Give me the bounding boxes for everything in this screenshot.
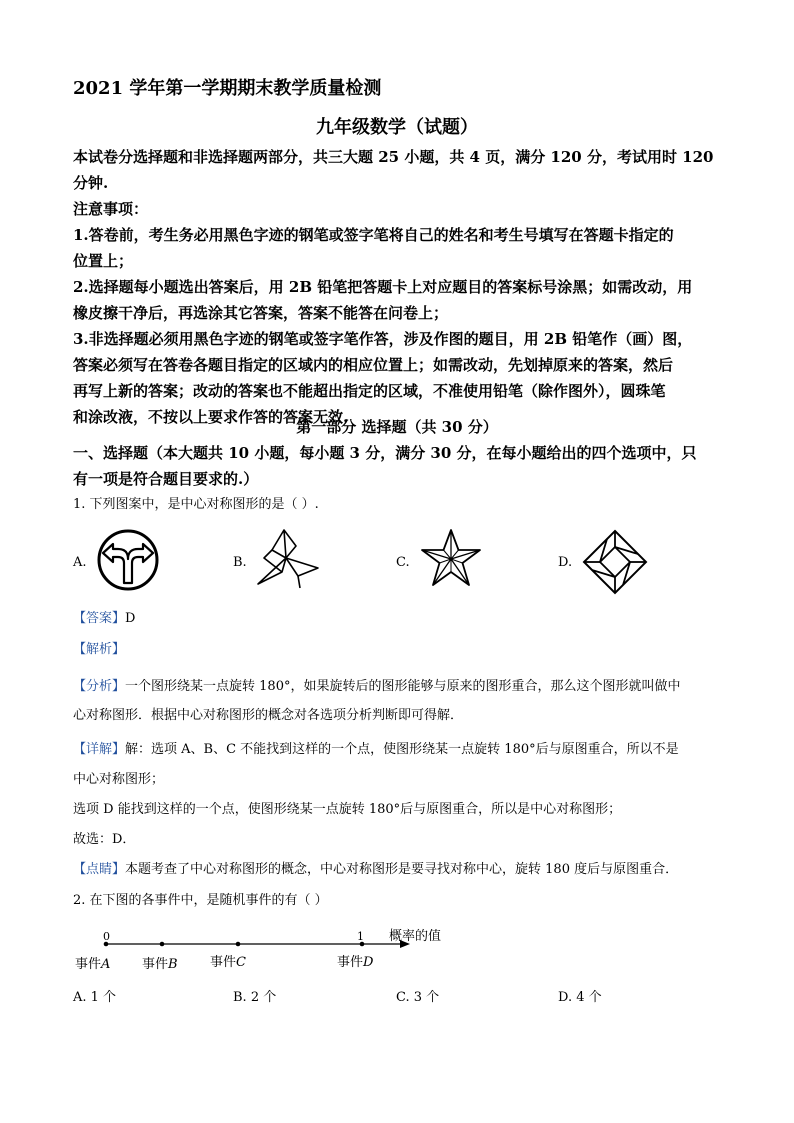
- xiangjie-line: 故选：D．: [73, 832, 136, 847]
- q1-dianjing: [73, 860, 678, 880]
- q1-option-b-label: B.: [233, 555, 247, 570]
- notice-line: 位置上；: [73, 252, 134, 270]
- q1-fenxi: [73, 672, 733, 730]
- q2-stem: 2. 在下图的各事件中，是随机事件的有（ ）: [73, 893, 328, 908]
- notice-line: 1.答卷前，考生务必用黑色字迹的钢笔或签字笔将自己的姓名和考生号填写在答题卡指定的: [73, 226, 674, 244]
- section-heading-line: 有一项是符合题目要求的.）: [73, 470, 259, 488]
- q1-answer: [73, 609, 135, 629]
- q2-option-d: D. 4 个: [558, 990, 602, 1005]
- axis-label: 概率的值: [389, 929, 442, 944]
- intro-line: 分钟.: [73, 174, 109, 192]
- q1-option-d-label: D.: [558, 555, 573, 570]
- xiangjie-tag: 【详解】: [73, 742, 126, 757]
- fenxi-tag: 【分析】: [73, 679, 126, 694]
- event-word: 事件: [142, 957, 169, 972]
- event-word: 事件: [75, 957, 102, 972]
- q1-analysis-tag: 【解析】: [73, 642, 126, 657]
- intro-block: [73, 144, 723, 430]
- event-var: A: [101, 957, 111, 972]
- event-word: 事件: [210, 955, 237, 970]
- q2-option-a: A. 1 个: [73, 990, 117, 1005]
- event-c-label: [210, 951, 246, 970]
- notice-line: 橡皮擦干净后，再选涂其它答案，答案不能答在问卷上；: [73, 304, 449, 322]
- q2-option-c: C. 3 个: [396, 990, 440, 1005]
- event-b-label: [142, 953, 178, 972]
- q1-option-d-figure: [583, 530, 647, 594]
- event-a-label: [75, 953, 110, 972]
- section-heading: [73, 440, 723, 492]
- tick-label-1: 1: [357, 930, 364, 943]
- event-word: 事件: [337, 955, 364, 970]
- q2-option-b: B. 2 个: [233, 990, 277, 1005]
- notice-line: 答案必须写在答卷各题目指定的区域内的相应位置上；如需改动，先划掉原来的答案，然后: [73, 356, 674, 374]
- notice-line: 2.选择题每小题选出答案后，用 2B 铅笔把答题卡上对应题目的答案标号涂黑；如需改动，用: [73, 278, 693, 296]
- notice-line: 和涂改液，不按以上要求作答的答案无效.: [73, 408, 349, 426]
- section-heading-line: 一、选择题（本大题共 10 小题，每小题 3 分，满分 30 分，在每小题给出的四个选项中，只: [73, 444, 697, 462]
- exam-title: 2021 学年第一学期期末教学质量检测: [73, 78, 382, 99]
- xiangjie-line: 中心对称图形；: [73, 772, 165, 787]
- fenxi-text: 一个图形绕某一点旋转 180°，如果旋转后的图形能够与原来的图形重合，那么这个图形就叫做中: [125, 679, 681, 694]
- q1-option-a-figure: [97, 529, 159, 591]
- exam-subtitle: 九年级数学（试题）: [316, 117, 478, 138]
- fenxi-line: [73, 672, 733, 701]
- notice-heading: 注意事项：: [73, 200, 149, 218]
- xiangjie-line: 选项 D 能找到这样的一个点，使图形绕某一点旋转 180°后与原图重合，所以是中心对称图形；: [73, 802, 622, 817]
- notice-line: 再写上新的答案；改动的答案也不能超出指定的区域，不准使用铅笔（除作图外），圆珠笔: [73, 382, 666, 400]
- q1-option-a-label: A.: [73, 555, 87, 570]
- part-title: 第一部分 选择题（共 30 分）: [296, 418, 498, 436]
- dianjing-text: 本题考查了中心对称图形的概念，中心对称图形是要寻找对称中心，旋转 180 度后与原图重合．: [125, 862, 679, 877]
- tick-label-0: 0: [103, 930, 110, 943]
- xiangjie-text: 解：选项 A、B、C 不能找到这样的一个点，使图形绕某一点旋转 180°后与原图重合，所以不是: [125, 742, 679, 757]
- intro-line: 本试卷分选择题和非选择题两部分，共三大题 25 小题，共 4 页，满分 120 分，考试用时 120: [73, 148, 714, 166]
- xiangjie-line: [73, 735, 733, 765]
- dianjing-tag: 【点睛】: [73, 862, 126, 877]
- q1-xiangjie: [73, 735, 733, 855]
- q1-option-c-figure: [419, 528, 483, 590]
- answer-value: D: [125, 611, 136, 626]
- event-var: D: [363, 955, 374, 970]
- notice-line: 3.非选择题必须用黑色字迹的钢笔或签字笔作答，涉及作图的题目，用 2B 铅笔作（画）图，: [73, 330, 693, 348]
- q1-option-c-label: C.: [396, 555, 410, 570]
- fenxi-line: 心对称图形．根据中心对称图形的概念对各选项分析判断即可得解．: [73, 708, 464, 723]
- event-var: C: [236, 955, 246, 970]
- event-var: B: [168, 957, 178, 972]
- event-d-label: [337, 951, 373, 970]
- answer-tag: 【答案】: [73, 611, 126, 626]
- q1-option-b-figure: [256, 528, 320, 588]
- q1-stem: 1. 下列图案中，是中心对称图形的是（ ）.: [73, 497, 319, 512]
